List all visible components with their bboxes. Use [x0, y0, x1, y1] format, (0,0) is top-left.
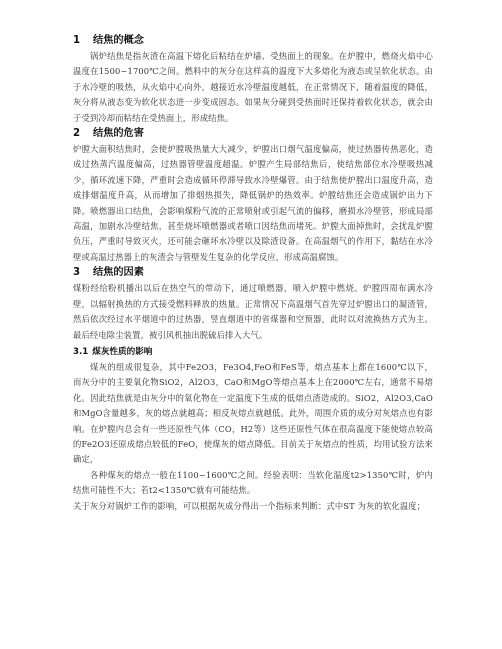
- subsection-title: 煤灰性质的影响: [92, 346, 153, 357]
- subsection-3-1-paragraph-3: 关于灰分对锅炉工作的影响，可以根据灰成分得出一个指标来判断：式中ST 为灰的软化温度；: [73, 500, 426, 511]
- section-heading-2: [73, 126, 433, 142]
- subsection-3-1-paragraph-2: 各种煤灰的熔点一般在1100~1600℃之间。经验表明：当软化温度t2>1350℃时，炉内结焦可能性不大；若t2<1350℃就有可能结焦。: [73, 469, 433, 496]
- subsection-number: 3.1: [73, 346, 89, 357]
- section-1-paragraph: 锅炉结焦是指灰渣在高温下熔化后粘结在炉墙、受热面上的现象。在炉膛中，燃烧火焰中心温度在1500~1700℃之间。燃料中的灰分在这样高的温度下大多熔化为液态或呈软化状态。由于水冷壁的吸热，从火焰中心向外，越接近水冷壁温度越低，在正常情况下，随着温度的降低，灰分将从液态变为软化状态进一步变成固态。如果灰分碰到受热面时还保持着软化状态，就会由于受到冷却而粘结在受热面上，形成结焦。: [73, 51, 433, 123]
- section-title: 结焦的危害: [93, 128, 144, 140]
- section-2-paragraph: 炉膛大面积结焦时，会使炉膛吸热量大大减少，炉膛出口烟气温度偏高，使过热器传热恶化，造成过热蒸汽温度偏高，过热器管壁温度超温。炉膛产生局部结焦后，使结焦部位水冷壁吸热减少，循环流速下降，严重时会造成循环停滞导致水冷壁爆管。由于结焦使炉膛出口温度升高，造成排烟温度升高，从而增加了排烟热损失，降低锅炉的热效率。炉膛结焦还会造成锅炉出力下降。喷燃器出口结焦，会影响煤粉气流的正常喷射或引起气流的偏移，磨损水冷壁管，形成局部高温，加剧水冷壁结焦，甚至烧坏喷燃器或者喷口因结焦而堵死。炉膛大面掉焦时，会扰乱炉膛负压，严重时导致灭火，还可能会砸坏水冷壁以及除渣设备。在高温烟气的作用下，黏结在水冷壁或高温过热器上的灰渣会与管壁发生复杂的化学反应，形成高温腐蚀。: [73, 144, 433, 262]
- section-title: 结焦的因素: [93, 267, 144, 279]
- section-heading-1: [73, 33, 433, 49]
- section-3-paragraph: 煤粉经给粉机播出以后在热空气的带动下，通过喷燃器，喷入炉膛中燃烧。炉膛四周布满水冷壁，以辐射换热的方式接受燃料释放的热量。正常情况下高温烟气首先穿过炉膛出口的凝渣管，然后依次经过水平烟道中的过热器，竖直烟道中的省煤器和空预器，此时以对流换热方式为主。最后经电除尘装置，被引风机抽出脱硫后排入大气。: [73, 283, 433, 340]
- section-number: 2: [73, 128, 81, 140]
- document-page: [73, 33, 433, 514]
- section-heading-3: [73, 265, 433, 281]
- subsection-3-1-paragraph-1: 煤灰的组成很复杂，其中Fe2O3，Fe3O4,FeO和FeS等，熔点基本上都在1600℃以下，而灰分中的主要氧化物SiO2，Al2O3，CaO和MgO等熔点基本上在2000℃左右，通常不易熔化。因此结焦就是由灰分中的氧化物在一定温度下生成的低熔点渣造成的。SiO2，Al2O3,CaO和MgO含量越多，灰的熔点就越高；相反灰熔点就越低。此外，周围介质的成分对灰熔点也有影响。在炉膛内总会有一些还原性气体（CO，H2等）这些还原性气体在很高温度下能使熔点较高的Fe2O3还原成熔点较低的FeO，使煤灰的熔点降低。目前关于灰熔点的性质，均用试验方法来确定，: [73, 361, 433, 465]
- subsection-heading-3-1: [73, 345, 433, 360]
- section-number: 1: [73, 35, 81, 46]
- section-title: 结焦的概念: [93, 35, 144, 46]
- section-number: 3: [73, 267, 81, 279]
